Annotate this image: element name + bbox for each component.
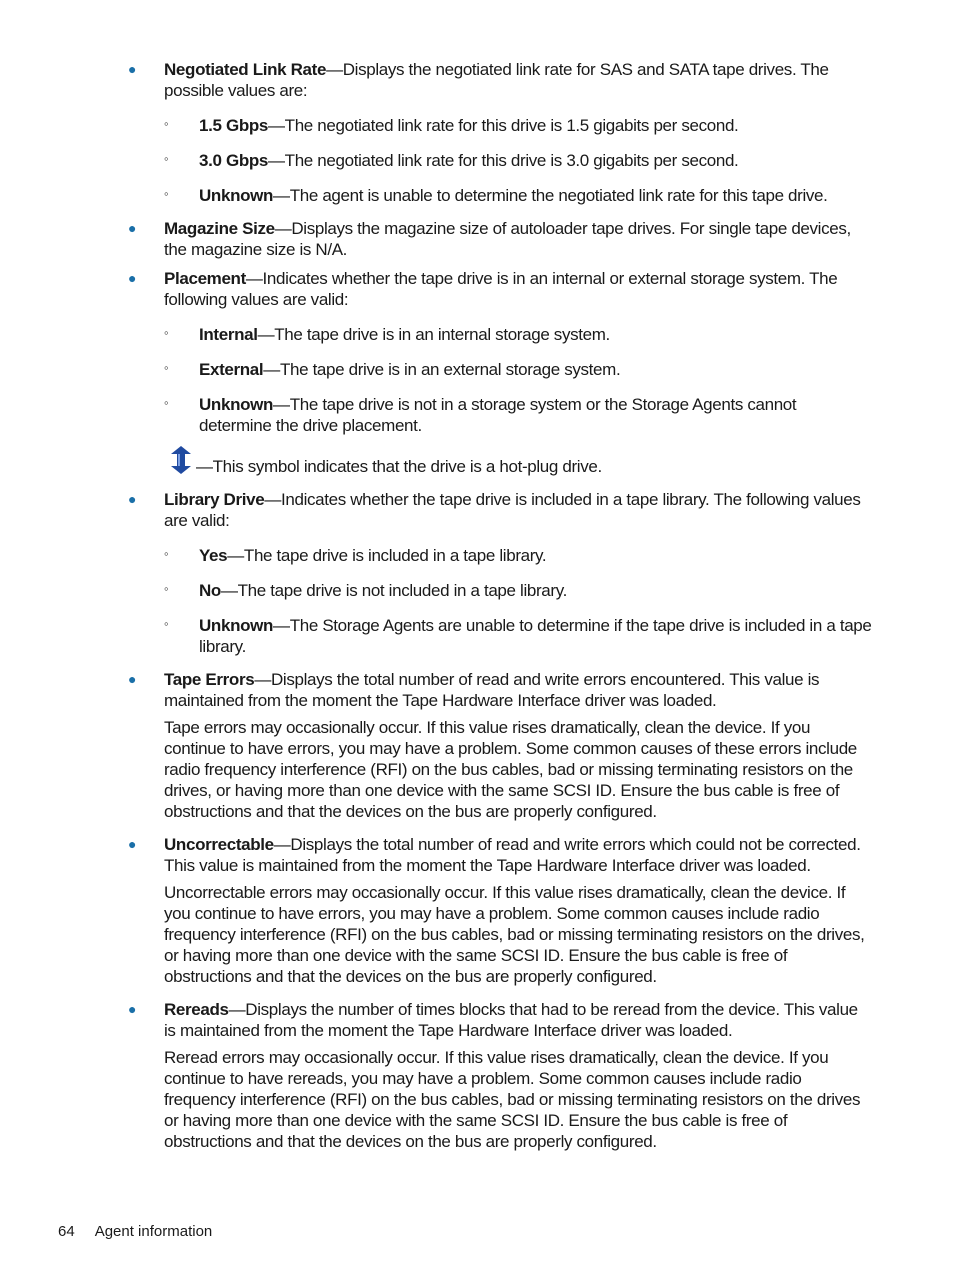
item-paragraph [164, 218, 873, 260]
item-paragraph [164, 268, 873, 310]
circle-bullet-icon: ◦ [164, 395, 169, 410]
list-item-tape-errors [128, 669, 873, 822]
item-extra-paragraph: Reread errors may occasionally occur. If this value rises dramatically, clean the device. If you continue to have rereads, you may have a problem. Some common causes include radio frequency interference (RFI) on the bus cables, bad or missing terminating resistors on the drives or having more than one device with the same SCSI ID. Ensure the bus cable is free of obstructions and that the devices on the bus are properly configured. [164, 1048, 861, 1151]
circle-bullet-icon: ◦ [164, 360, 169, 375]
item-desc: —Displays the number of times blocks that had to be reread from the device. This value is maintained from the moment the Tape Hardware Interface driver was loaded. [164, 1000, 858, 1040]
sub-list [164, 115, 873, 206]
sub-term: 3.0 Gbps [199, 151, 269, 170]
sub-list [164, 545, 873, 657]
bullet-icon: ● [128, 836, 137, 852]
sub-term: Internal [199, 325, 258, 344]
bullet-icon: ● [128, 270, 137, 286]
sub-desc: —The tape drive is included in a tape library. [227, 546, 547, 565]
list-item-library-drive [128, 489, 873, 657]
page-footer [58, 1222, 212, 1242]
bullet-icon: ● [128, 671, 137, 687]
list-item-magazine-size [128, 218, 873, 260]
list-item-uncorrectable [128, 834, 873, 987]
sub-item [164, 185, 873, 206]
sub-item [164, 545, 873, 566]
circle-bullet-icon: ◦ [164, 325, 169, 340]
bullet-icon: ● [128, 491, 137, 507]
item-desc: —Displays the magazine size of autoloader tape drives. For single tape devices, the magazine size is N/A. [164, 219, 851, 259]
circle-bullet-icon: ◦ [164, 151, 169, 166]
item-desc: —Displays the total number of read and write errors which could not be corrected. This value is maintained from the moment the Tape Hardware Interface driver was loaded. [164, 835, 861, 875]
item-extra-paragraph: Tape errors may occasionally occur. If this value rises dramatically, clean the device. If you continue to have errors, you may have a problem. Some common causes of these errors include radio frequency interference (RFI) on the bus cables, bad or missing terminating resistors on the drives, or having more than one device with the same SCSI ID. Ensure the bus cable is free of obstructions and that the devices on the bus are properly configured. [164, 718, 857, 821]
list-item-negotiated-link-rate [128, 59, 873, 206]
sub-desc: —The agent is unable to determine the negotiated link rate for this tape drive. [273, 186, 828, 205]
item-term: Magazine Size [164, 219, 275, 238]
item-paragraph [164, 999, 873, 1041]
sub-desc: —The tape drive is not included in a tape library. [220, 581, 567, 600]
circle-bullet-icon: ◦ [164, 616, 169, 631]
sub-desc: —The negotiated link rate for this drive is 3.0 gigabits per second. [268, 151, 739, 170]
sub-term: Unknown [199, 395, 274, 414]
footer-section-title: Agent information [94, 1223, 213, 1240]
circle-bullet-icon: ◦ [164, 186, 169, 201]
sub-item [164, 324, 873, 345]
item-desc: —Displays the negotiated link rate for SAS and SATA tape drives. The possible values are: [164, 60, 829, 100]
circle-bullet-icon: ◦ [164, 546, 169, 561]
item-desc: —Indicates whether the tape drive is included in a tape library. The following values are valid: [164, 490, 861, 530]
item-term: Uncorrectable [164, 835, 274, 854]
sub-term: Yes [199, 546, 228, 565]
circle-bullet-icon: ◦ [164, 581, 169, 596]
sub-item [164, 615, 873, 657]
sub-item [164, 359, 873, 380]
sub-term: External [199, 360, 264, 379]
hot-plug-arrows-icon [166, 446, 196, 474]
item-term: Tape Errors [164, 670, 255, 689]
circle-bullet-icon: ◦ [164, 116, 169, 131]
item-term: Negotiated Link Rate [164, 60, 327, 79]
sub-term: Unknown [199, 186, 274, 205]
sub-desc: —The Storage Agents are unable to determine if the tape drive is included in a tape library. [199, 616, 872, 656]
sub-desc: —The negotiated link rate for this drive is 1.5 gigabits per second. [268, 116, 739, 135]
item-paragraph [164, 489, 873, 531]
item-desc: —Displays the total number of read and write errors encountered. This value is maintained from the moment the Tape Hardware Interface driver was loaded. [164, 670, 820, 710]
sub-term: No [199, 581, 221, 600]
hotplug-note [164, 446, 873, 477]
item-extra-paragraph: Uncorrectable errors may occasionally occur. If this value rises dramatically, clean the device. If you continue to have errors, you may have a problem. Some common causes include radio frequency interference (RFI) on the bus cables, bad or missing terminating resistors on the drives, or having more than one device with the same SCSI ID. Ensure the bus cable is free of obstructions and that the devices on the bus are properly configured. [164, 883, 865, 986]
item-paragraph [164, 59, 873, 101]
sub-term: Unknown [199, 616, 274, 635]
list-item-placement [128, 268, 873, 477]
page-number: 64 [58, 1223, 75, 1240]
item-paragraph [164, 669, 873, 711]
bullet-icon: ● [128, 220, 137, 236]
sub-item [164, 115, 873, 136]
item-term: Placement [164, 269, 246, 288]
document-body [128, 59, 873, 1152]
item-paragraph [164, 834, 873, 876]
sub-list [164, 324, 873, 436]
sub-term: 1.5 Gbps [199, 116, 269, 135]
list-item-rereads [128, 999, 873, 1152]
sub-desc: —The tape drive is not in a storage system or the Storage Agents cannot determine the drive placement. [199, 395, 797, 435]
sub-item [164, 150, 873, 171]
sub-desc: —The tape drive is in an external storage system. [263, 360, 621, 379]
bullet-icon: ● [128, 1001, 137, 1017]
item-term: Library Drive [164, 490, 265, 509]
sub-item [164, 394, 873, 436]
sub-desc: —The tape drive is in an internal storage system. [257, 325, 610, 344]
hotplug-text: —This symbol indicates that the drive is a hot-plug drive. [196, 457, 602, 476]
bullet-icon: ● [128, 61, 137, 77]
item-term: Rereads [164, 1000, 229, 1019]
item-desc: —Indicates whether the tape drive is in an internal or external storage system. The following values are valid: [164, 269, 838, 309]
sub-item [164, 580, 873, 601]
